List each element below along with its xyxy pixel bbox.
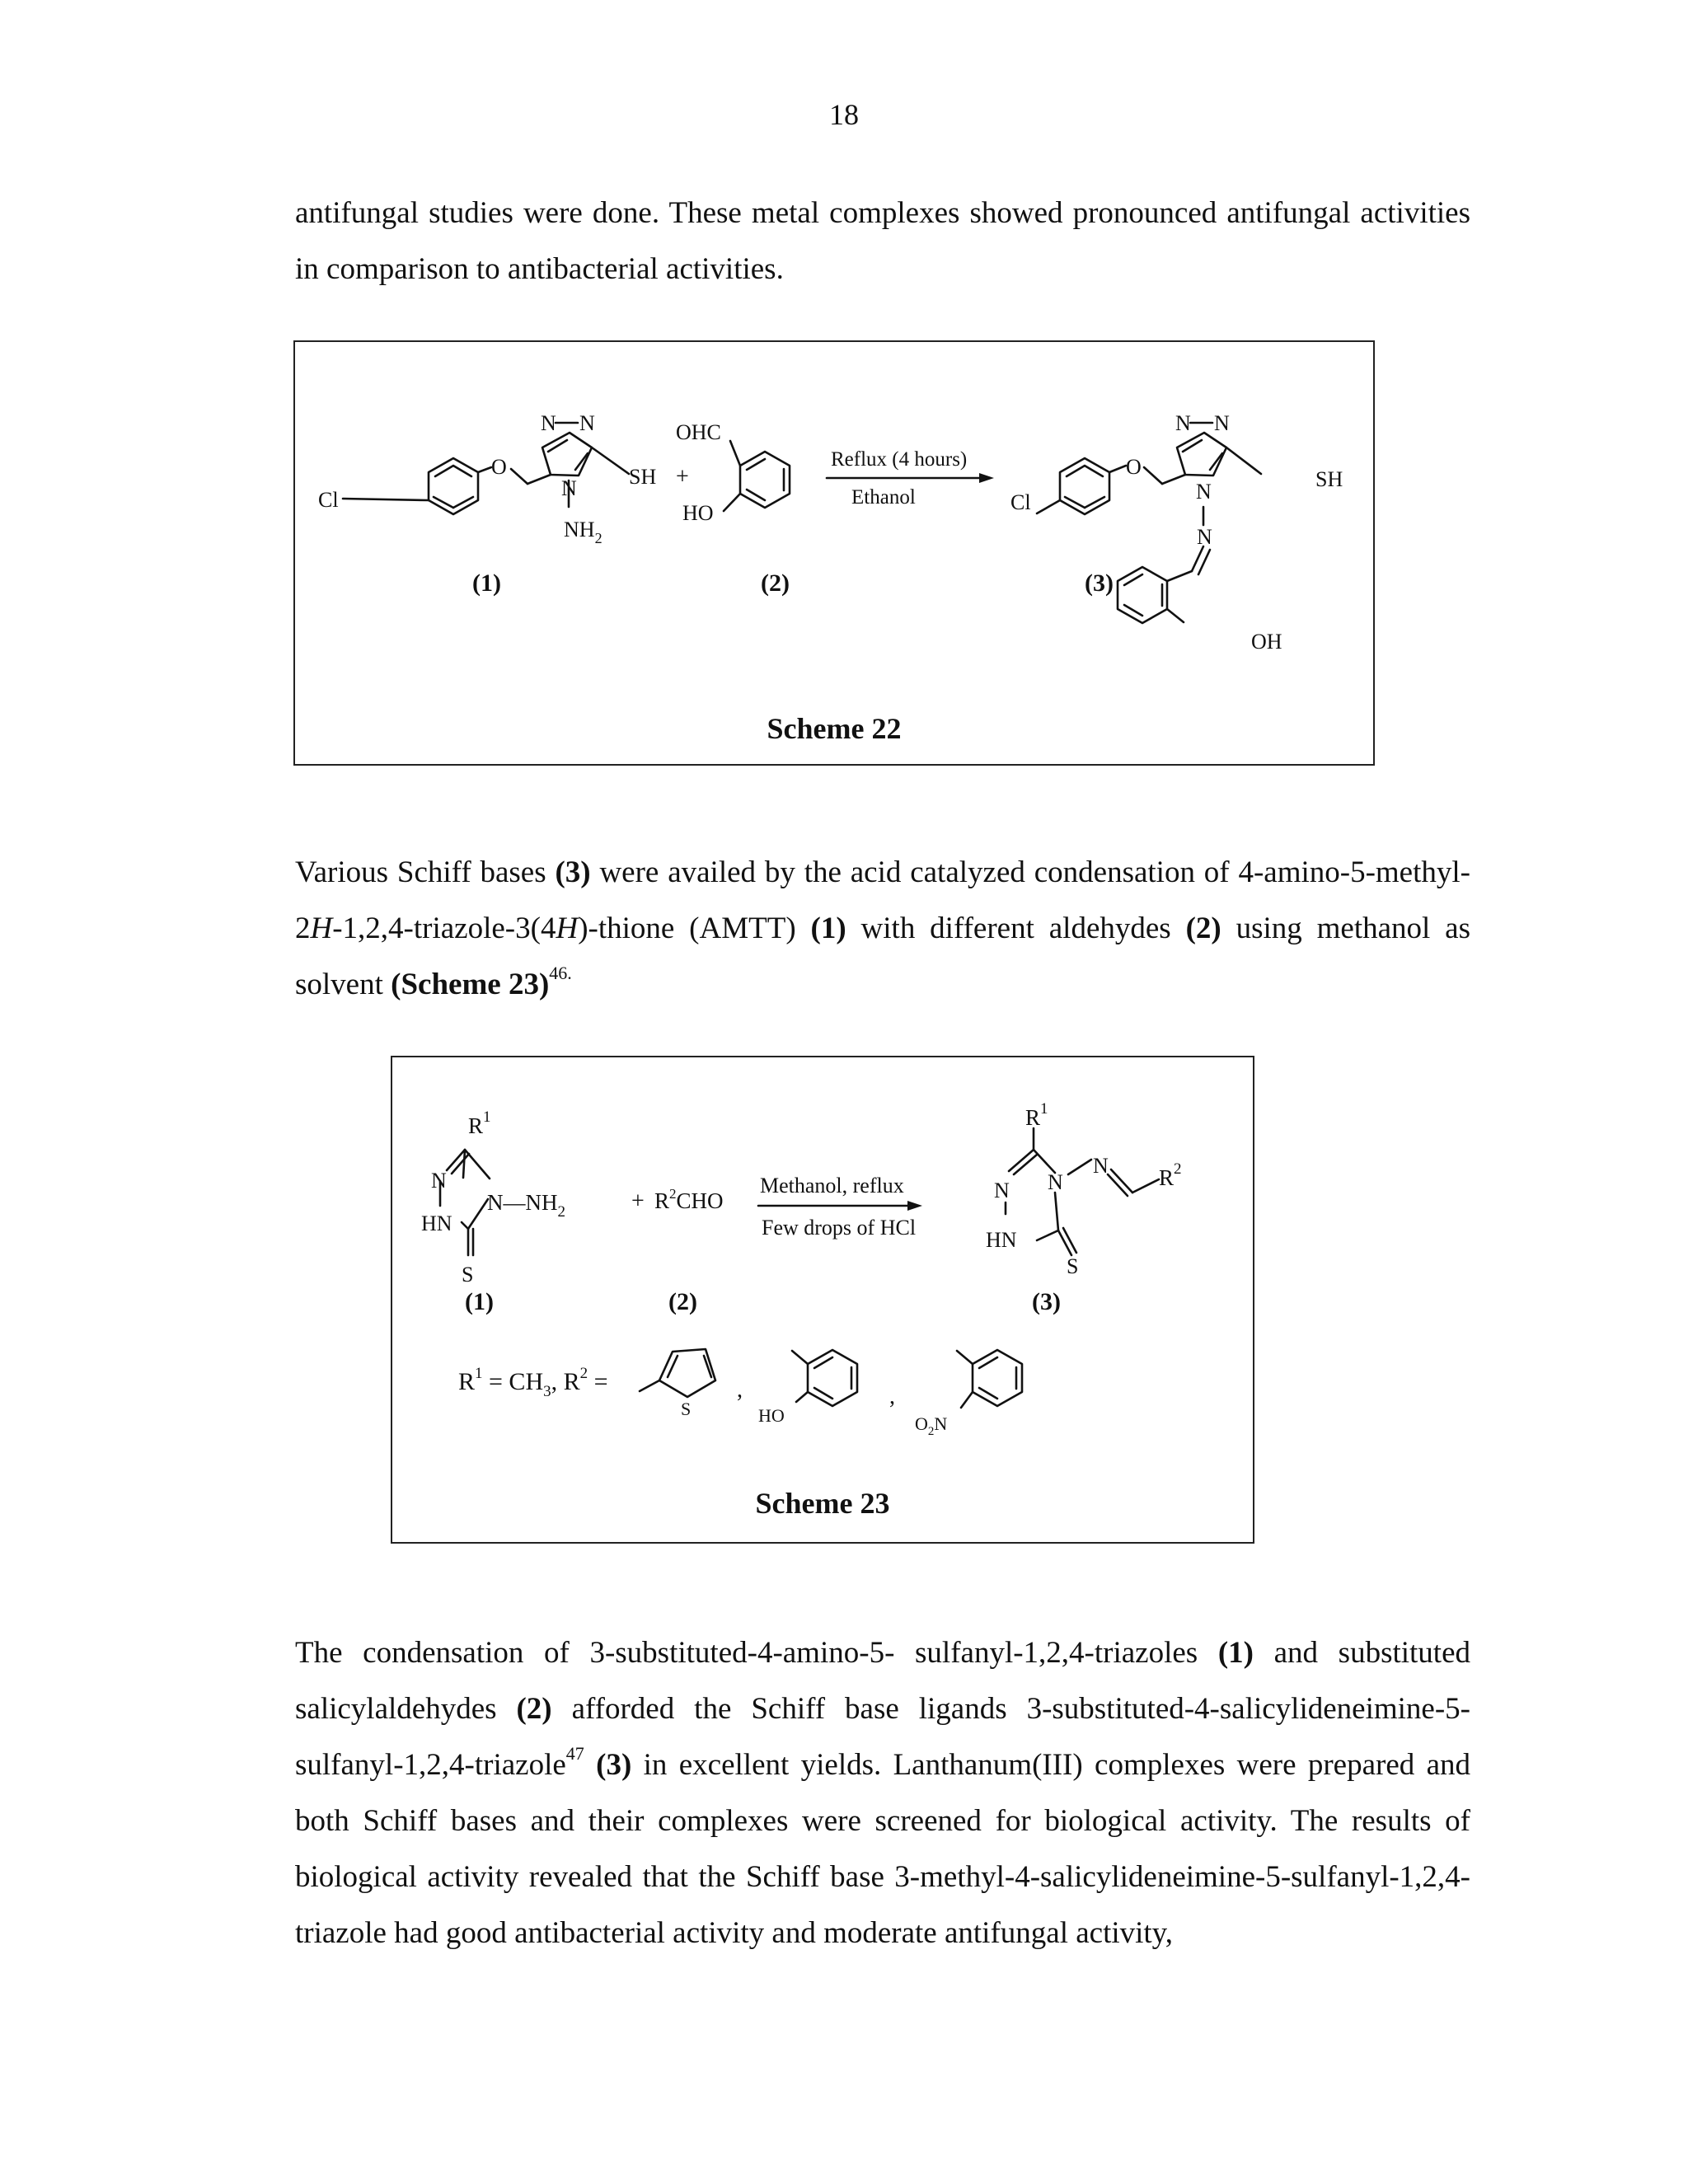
citation-superscript: 47 (565, 1743, 584, 1764)
n-atom-label: N (1048, 1170, 1063, 1194)
compound-3-structure (1006, 1128, 1159, 1255)
italic-h: H (310, 912, 333, 945)
reaction-condition-bottom: Ethanol (851, 486, 916, 509)
n-atom-label: N (1214, 411, 1230, 435)
reaction-condition-top: Methanol, reflux (760, 1174, 904, 1197)
arrowhead (979, 473, 994, 483)
text-run: -1,2,4-triazole-3(4 (332, 912, 556, 945)
compound-2-structure (724, 441, 790, 511)
sh-group-label: SH (1315, 467, 1343, 491)
n-nh2-label: $N—NH_2$ (487, 1190, 565, 1221)
r2-substituent-label: $R^2$ (1159, 1160, 1182, 1190)
text-run: )-thione (AMTT) (578, 912, 811, 945)
compound-label-1: (1) (472, 569, 501, 597)
substituent-definition: $R^1 = CH_3$, $R^2$ = (458, 1365, 608, 1400)
reaction-condition-bottom: Few drops of HCl (762, 1216, 917, 1240)
n-atom-label: N (1197, 525, 1212, 549)
separator-comma: , (737, 1377, 743, 1403)
text-run: The condensation of 3-substituted-4-amino-5- sulfanyl-1,2,4-triazoles (295, 1636, 1218, 1670)
compound-label-3: (3) (1032, 1288, 1061, 1315)
compound-ref: (2) (1185, 912, 1221, 945)
compound-ref: (3) (596, 1748, 632, 1782)
r1-substituent-label: $R^1$ (468, 1108, 491, 1138)
hn-atom-label: HN (986, 1228, 1017, 1252)
ho-group-label: HO (758, 1405, 785, 1426)
compound-ref: (1) (1217, 1636, 1254, 1670)
s-atom-label: S (1067, 1254, 1079, 1278)
cl-atom-label: Cl (318, 488, 339, 512)
scheme-23-caption: Scheme 23 (755, 1487, 890, 1520)
scheme-23-drawing (392, 1057, 1253, 1542)
compound-label-1: (1) (465, 1288, 494, 1315)
scheme-23-figure (391, 1056, 1254, 1544)
n-atom-label: N (579, 411, 595, 435)
paragraph-lanthanum-complexes (295, 1625, 1470, 1961)
o2n-group-label: $O_2N$ (915, 1413, 948, 1438)
n-atom-label: N (541, 411, 556, 435)
cl-atom-label: Cl (1010, 490, 1031, 514)
scheme-22-figure (293, 340, 1375, 766)
s-atom-label: S (462, 1263, 474, 1286)
n-atom-label: N (1093, 1154, 1109, 1178)
nh2-group-label: $NH_2$ (564, 518, 603, 546)
ohc-group-label: OHC (676, 420, 721, 444)
compound-3-structure (1037, 433, 1261, 623)
text-run: with different aldehydes (846, 912, 1186, 945)
page-number: 18 (829, 98, 859, 131)
arrowhead (907, 1201, 922, 1211)
compound-label-2: (2) (761, 569, 790, 597)
text-run: in excellent yields. Lanthanum(III) complexes were prepared and both Schiff bases and their complexes were screened for biological activity. The results of biological activity revealed that the Schiff base 3-methyl-4-salicylideneimine-5-sulfanyl-1,2,4-triazole had good antibacterial activity and moderate antifungal activity, (295, 1748, 1470, 1950)
scheme-ref: (Scheme 23) (391, 968, 550, 1001)
text-run: and substituted salicylaldehydes (295, 1636, 1471, 1726)
compound-label-3: (3) (1085, 569, 1114, 597)
r1-substituent-label: $R^1$ (1025, 1100, 1048, 1130)
hn-atom-label: HN (421, 1212, 452, 1235)
text-run: were availed by the acid catalyzed condensation of 4-amino-5-methyl-2 (295, 855, 1470, 945)
compound-ref: (1) (810, 912, 846, 945)
paragraph-scheme-23-intro (295, 845, 1470, 1013)
plus-sign: + (631, 1188, 645, 1214)
citation-superscript: 46. (549, 963, 572, 983)
n-atom-label: N (1196, 480, 1212, 504)
thiophene-substituent (640, 1349, 715, 1397)
reaction-condition-top: Reflux (4 hours) (831, 448, 968, 471)
text-run (584, 1748, 596, 1782)
scheme-22-drawing (295, 342, 1373, 764)
oh-group-label: OH (1251, 630, 1282, 654)
ho-group-label: HO (682, 501, 714, 525)
compound-1-structure (343, 433, 629, 514)
compound-label-2: (2) (668, 1288, 697, 1315)
paragraph-continuation (295, 185, 1470, 298)
compound-ref: (3) (555, 855, 591, 889)
plus-sign: + (676, 464, 689, 490)
scheme-22-caption: Scheme 22 (767, 712, 902, 745)
compound-1-structure (440, 1150, 490, 1255)
compound-ref: (2) (516, 1692, 552, 1726)
s-atom-label: S (681, 1399, 692, 1419)
hydroxyphenyl-substituent (792, 1350, 857, 1406)
n-atom-label: N (1175, 411, 1191, 435)
sh-group-label: SH (629, 465, 657, 489)
italic-h: H (556, 912, 579, 945)
r2cho-label: $R^2CHO$ (654, 1186, 724, 1213)
nitrophenyl-substituent (957, 1350, 1022, 1408)
o-atom-label: O (1126, 455, 1142, 479)
n-atom-label: N (561, 476, 577, 500)
n-atom-label: N (994, 1179, 1010, 1202)
text-run: Various Schiff bases (295, 855, 556, 889)
o-atom-label: O (491, 455, 507, 479)
separator-comma: , (889, 1384, 895, 1409)
paragraph-text: antifungal studies were done. These metal complexes showed pronounced antifungal activities in comparison to antibacterial activities. (295, 196, 1470, 286)
n-atom-label: N (431, 1169, 447, 1193)
text-run: afforded the Schiff base ligands 3-substituted-4-salicylideneimine-5-sulfanyl-1,2,4-triazole (295, 1692, 1470, 1782)
text-run: using methanol as solvent (295, 912, 1470, 1001)
